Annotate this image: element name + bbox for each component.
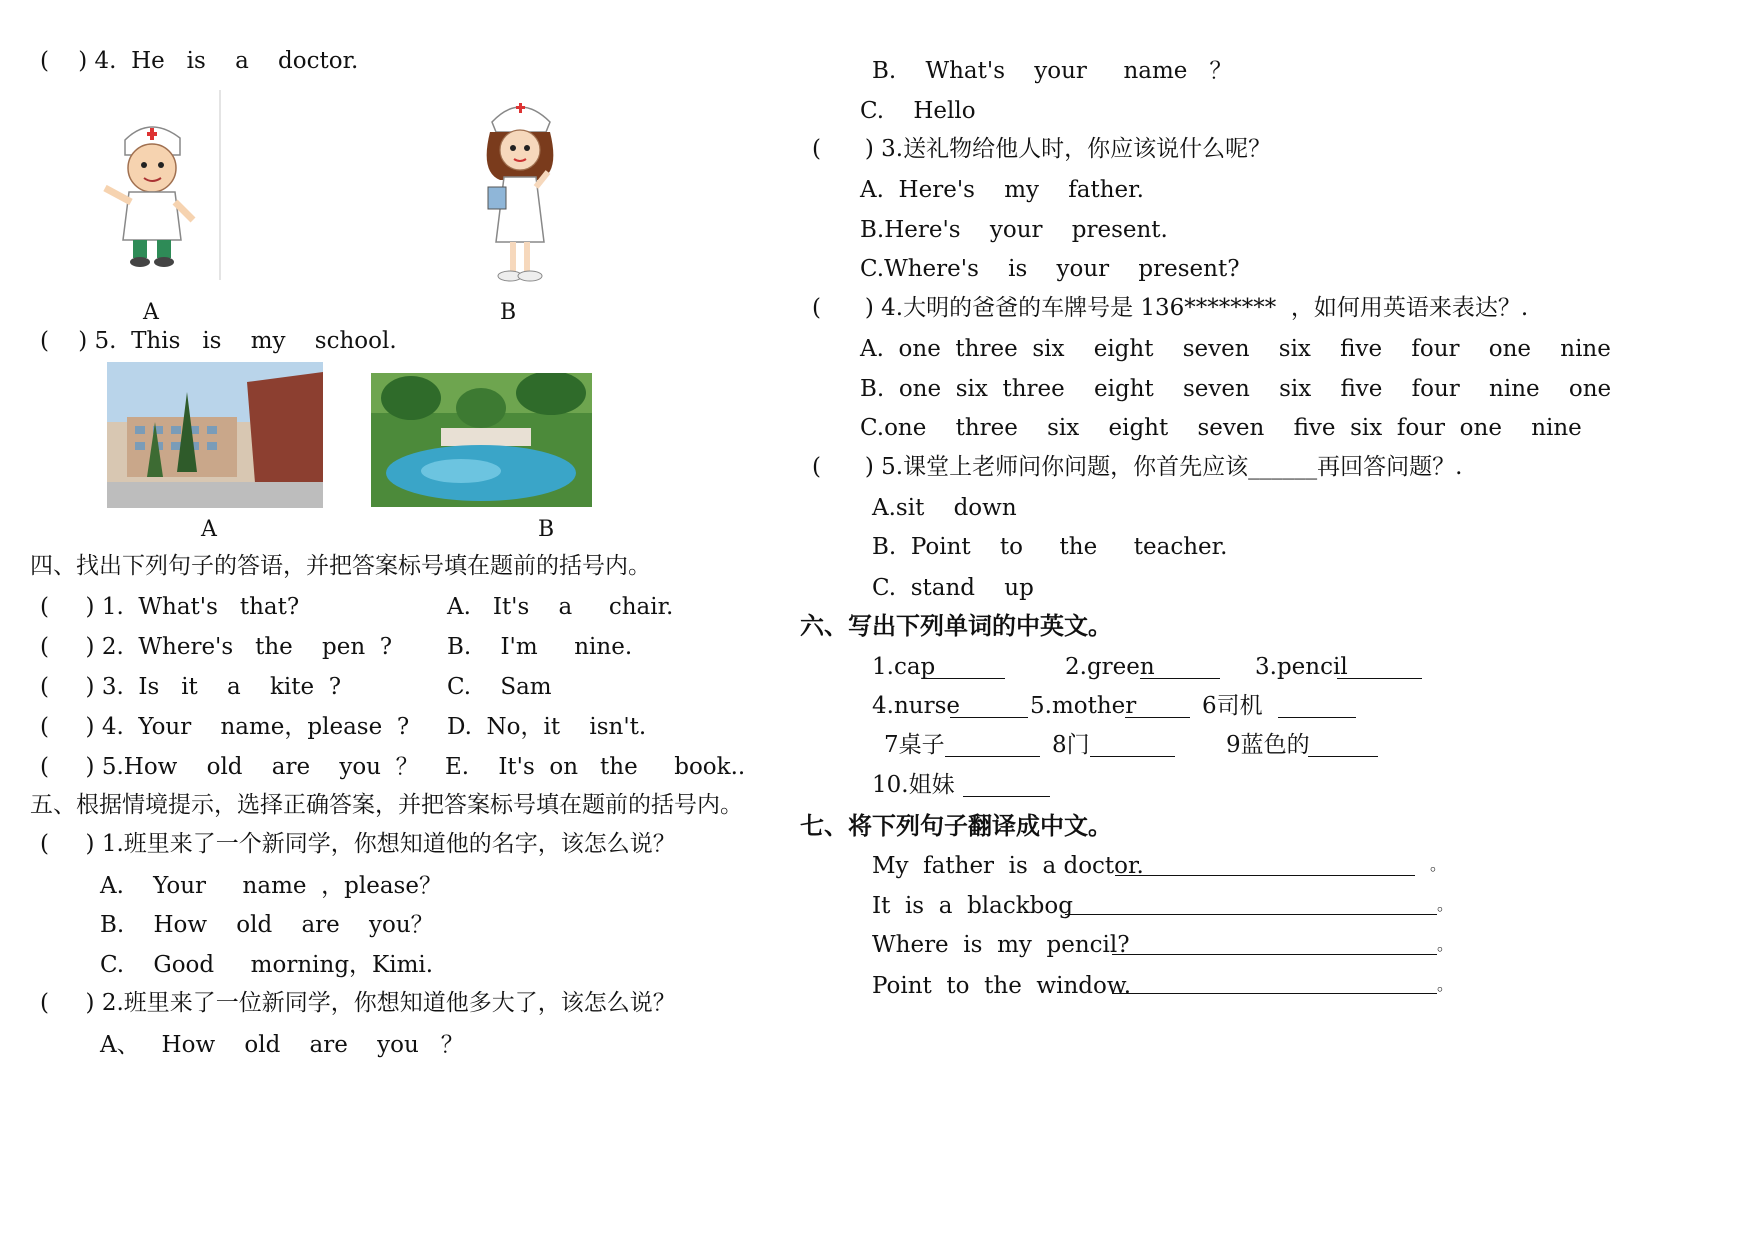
answer-blank[interactable] [1065,914,1437,915]
matching-question: ( ) 4. Your name，please ? [40,714,410,740]
doctor-cartoon-icon [95,110,205,270]
translate-sentence: My father is a doctor. [872,853,1144,879]
translate-sentence: It is a blackbog [872,893,1073,919]
section-5-title: 五、根据情境提示，选择正确答案，并把答案标号填在题前的括号内。 [30,792,743,818]
situation-option: B. What's your name ？ [872,58,1233,84]
situation-option: B. How old are you？ [100,912,434,938]
matching-answer: A. It's a chair. [447,594,674,620]
matching-answer: C. Sam [447,674,552,700]
school-gate-photo-icon [107,362,323,508]
translate-sentence: Where is my pencil? [872,932,1130,958]
full-stop: 。 [1437,935,1454,954]
situation-option: A. Here's my father. [860,177,1144,203]
situation-question-1: ( ) 1.班里来了一个新同学，你想知道他的名字，该怎么说？ [40,831,676,857]
answer-blank[interactable] [1115,875,1415,876]
vocab-item: 7桌子 [884,732,945,758]
answer-blank[interactable] [925,678,1005,679]
situation-option: B. Point to the teacher. [872,534,1228,560]
translate-sentence: Point to the window. [872,973,1132,999]
vocab-item: 2.green [1065,654,1155,680]
section-4-title: 四、找出下列句子的答语，并把答案标号填在题前的括号内。 [30,553,651,579]
situation-question-4: ( ) 4.大明的爸爸的车牌号是 136******** ，如何用英语来表达？. [812,295,1529,321]
situation-option: B. one six three eight seven six five four nine one [860,376,1612,402]
situation-question-3: ( ) 3.送礼物给他人时，你应该说什么呢？ [812,136,1272,162]
park-pool-photo-icon [371,373,592,507]
situation-option: C. Good morning，Kimi. [100,952,434,978]
answer-blank[interactable] [1337,678,1422,679]
answer-blank[interactable] [1308,756,1378,757]
answer-blank[interactable] [1125,717,1190,718]
full-stop: 。 [1437,895,1454,914]
nurse-cartoon-icon [470,92,570,287]
situation-question-5: ( ) 5.课堂上老师问你问题，你首先应该______再回答问题？. [812,454,1463,480]
full-stop: 。 [1437,975,1454,994]
answer-blank[interactable] [950,717,1028,718]
matching-question: ( ) 2. Where's the pen ? [40,634,393,660]
option-label-b: B [500,300,517,325]
answer-blank[interactable] [963,796,1050,797]
matching-question: ( ) 1. What's that? [40,594,300,620]
vocab-item: 3.pencil [1255,654,1348,680]
vocab-item: 4.nurse [872,693,960,719]
answer-blank[interactable] [1278,717,1356,718]
situation-option: C.one three six eight seven five six four one nine [860,415,1582,441]
matching-question: ( ) 5.How old are you ？ [40,754,419,780]
answer-blank[interactable] [1090,756,1175,757]
situation-option: A. one three six eight seven six five four one nine [860,336,1611,362]
option-label-a: A [201,517,217,542]
vocab-item: 1.cap [872,654,936,680]
situation-option: C.Where's is your present? [860,256,1240,282]
vocab-item: 5.mother [1030,693,1137,719]
question-4-listen: ( ) 4. He is a doctor. [40,48,359,74]
matching-question: ( ) 3. Is it a kite ? [40,674,342,700]
matching-answer: D. No，it isn't. [447,714,647,740]
question-5-listen: ( ) 5. This is my school. [40,328,397,354]
situation-option: B.Here's your present. [860,217,1168,243]
matching-answer: B. I'm nine. [447,634,633,660]
full-stop: 。 [1430,855,1447,874]
option-label-b: B [538,517,555,542]
situation-option: C. stand up [872,575,1034,601]
situation-option: C. Hello [860,98,976,124]
vocab-item: 10.姐妹 [872,772,955,798]
situation-question-2: ( ) 2.班里来了一位新同学，你想知道他多大了，该怎么说？ [40,990,676,1016]
section-7-title: 七、将下列句子翻译成中文。 [800,812,1112,840]
section-6-title: 六、写出下列单词的中英文。 [800,612,1112,640]
vocab-item: 6司机 [1202,693,1263,719]
answer-blank[interactable] [1112,954,1437,955]
answer-blank[interactable] [1112,993,1437,994]
situation-option: A、 How old are you ？ [100,1032,464,1058]
option-label-a: A [143,300,159,325]
vocab-item: 9蓝色的 [1226,732,1310,758]
answer-blank[interactable] [1140,678,1220,679]
situation-option: A.sit down [872,495,1017,521]
matching-answer: E. It's on the book.. [445,754,746,780]
answer-blank[interactable] [945,756,1040,757]
situation-option: A. Your name ，please？ [100,873,442,899]
vocab-item: 8门 [1052,732,1090,758]
figure-separator [219,90,221,280]
